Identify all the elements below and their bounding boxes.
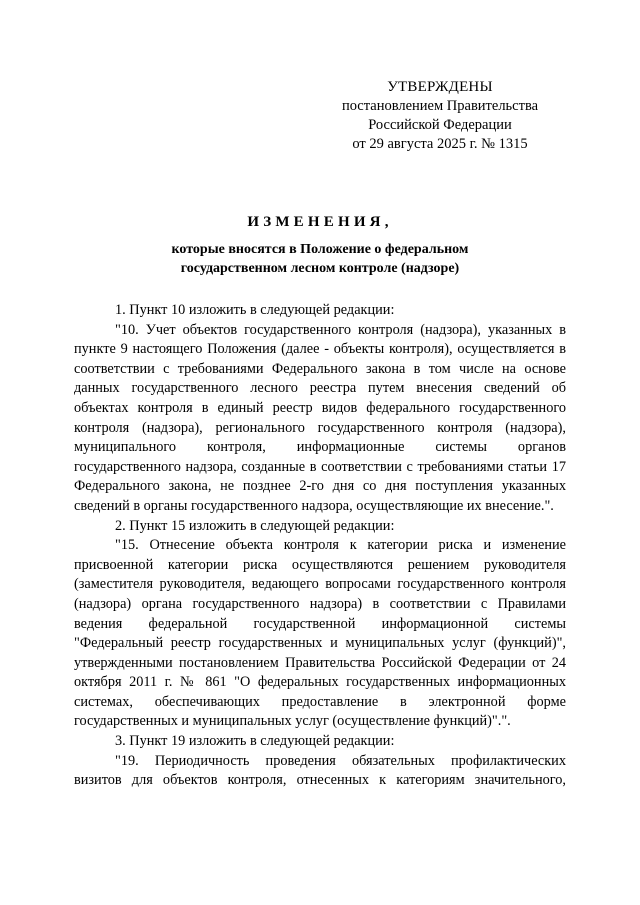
paragraph-item-3: 3. Пункт 19 изложить в следующей редакции: [115, 733, 395, 750]
paragraph-amendment-15: "15. Отнесение объекта контроля к категории риска и изменение присвоенной категории риска осуществляются решением руководителя (заместителя руководителя, ведающего вопросами государственного контроля (надзора) органа государственного надзора) в соответствии с Правилами ведения федеральной государственной информационной системы "Федеральный реестр государственных и муниципальных услуг (функций)", утвержденными постановлением Правительства Российской Федерации от 24 октября 2011 г. № 861 "О федеральных государственных информационных системах, обеспечивающих предоставление в электронной форме государственных и муниципальных услуг (осуществление функций)".". [74, 537, 566, 730]
document-body [74, 301, 566, 791]
paragraph-amendment-19: "19. Периодичность проведения обязательных профилактических визитов для объектов контроля, отнесенных к категориям значительного, [74, 752, 566, 789]
document-heading [74, 212, 566, 278]
approval-date-line: от 29 августа 2025 г. № 1315 [352, 136, 528, 152]
paragraph-item-1: 1. Пункт 10 изложить в следующей редакции: [115, 302, 395, 318]
approval-line-2: Российской Федерации [368, 117, 512, 133]
paragraph-amendment-10: "10. Учет объектов государственного контроля (надзора), указанных в пункте 9 настоящего Положения (далее - объекты контроля), осуществляется в соответствии с требованиями Федерального закона в том числе на основе данных государственного лесного реестра путем внесения сведений об объектах контроля в единый реестр видов федерального государственного контроля (надзора), регионального государственного контроля (надзора), муниципального контроля, информационные системы органов государственного надзора, созданные в соответствии с требованиями статьи 17 Федерального закона, не позднее 2-го дня со дня поступления указанных сведений в органы государственного надзора, осуществляющие их внесение.". [74, 321, 566, 514]
paragraph-item-2: 2. Пункт 15 изложить в следующей редакции: [115, 517, 395, 534]
approval-line-1: постановлением Правительства [341, 98, 539, 114]
document-title: ИЗМЕНЕНИЯ, [247, 214, 393, 230]
approval-stamp [340, 78, 540, 154]
approval-title: УТВЕРЖДЕНЫ [387, 79, 493, 95]
document-subtitle-line-1: которые вносятся в Положение о федеральном [171, 242, 469, 257]
document-subtitle-line-2: государственном лесном контроле (надзоре) [180, 260, 460, 276]
